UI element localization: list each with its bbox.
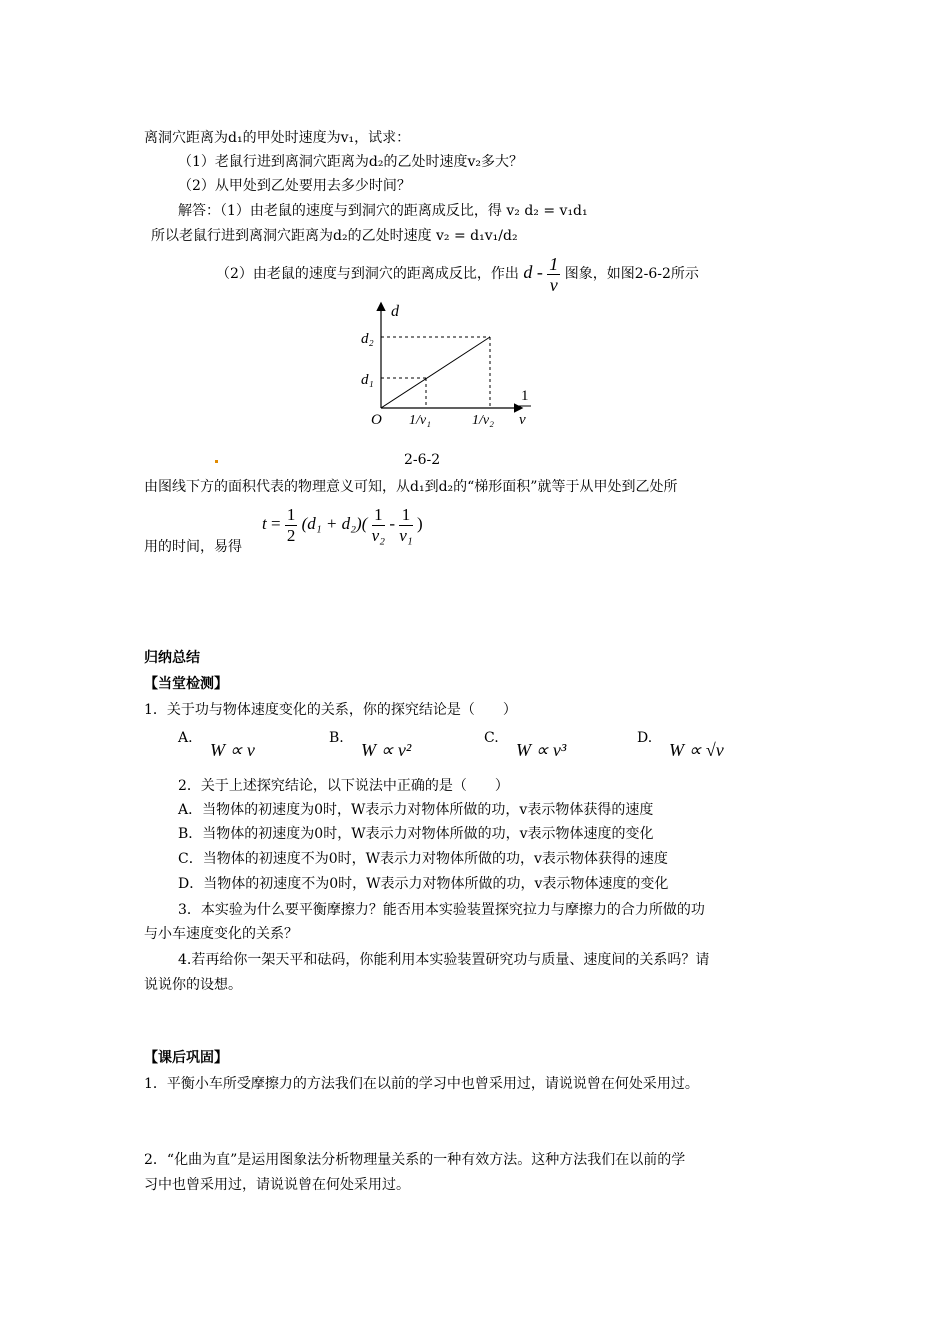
formula-frac-1-num: 1 bbox=[372, 505, 385, 526]
option-c-formula: W ∝ v³ bbox=[516, 740, 567, 760]
d-vs-inverse-v-graph bbox=[355, 296, 545, 436]
check-question-4: 4.若再给你一架天平和砝码，你能利用本实验装置研究功与质量、速度间的关系吗？请 bbox=[178, 952, 710, 968]
answer-2-fraction bbox=[547, 254, 560, 295]
homework-question-2: 2．“化曲为直”是运用图象法分析物理量关系的一种有效方法。这种方法我们在以前的学 bbox=[144, 1152, 686, 1168]
formula-close: ) bbox=[416, 514, 423, 533]
formula-half-num: 1 bbox=[286, 504, 296, 524]
formula-t: t bbox=[262, 514, 267, 533]
check-q2-option-a: A．当物体的初速度为0时，W表示力对物体所做的功，v表示物体获得的速度 bbox=[178, 802, 654, 818]
check-q2-option-d: D．当物体的初速度不为0时，W表示力对物体所做的功，v表示物体速度的变化 bbox=[178, 876, 669, 892]
option-a-formula: W ∝ v bbox=[210, 740, 255, 760]
homework-question-2-cont: 习中也曾采用过，请说说曾在何处采用过。 bbox=[144, 1177, 410, 1193]
d1-label: d₁ bbox=[361, 372, 374, 388]
formula-frac-1 bbox=[372, 505, 385, 546]
formula-frac-2-num: 1 bbox=[399, 505, 412, 526]
x1-label: 1/v₁ bbox=[409, 413, 431, 428]
summary-heading: 归纳总结 bbox=[144, 650, 200, 666]
answer-2-d: d bbox=[523, 262, 533, 282]
formula-half-den: 2 bbox=[286, 525, 296, 545]
area-explanation: 由图线下方的面积代表的物理意义可知，从d₁到d₂的“梯形面积”就等于从甲处到乙处所 bbox=[144, 479, 678, 495]
option-a-label: A. bbox=[178, 730, 193, 746]
homework-question-1: 1．平衡小车所受摩擦力的方法我们在以前的学习中也曾采用过，请说说曾在何处采用过。 bbox=[144, 1076, 699, 1092]
check-question-3: 3．本实验为什么要平衡摩擦力？能否用本实验装置探究拉力与摩擦力的合力所做的功 bbox=[178, 902, 705, 918]
problem-intro: 离洞穴距离为d₁的甲处时速度为v₁，试求： bbox=[144, 130, 411, 146]
option-d-label: D. bbox=[637, 730, 653, 746]
figure-caption: 2-6-2 bbox=[404, 452, 441, 468]
check-question-2: 2．关于上述探究结论，以下说法中正确的是（ ） bbox=[178, 778, 509, 794]
area-explanation-end: 用的时间，易得 bbox=[144, 539, 242, 555]
answer-2 bbox=[216, 252, 699, 295]
answer-1-result: 所以老鼠行进到离洞穴距离为d₂的乙处时速度 v₂ = d₁v₁/d₂ bbox=[151, 228, 518, 244]
d2-label: d₂ bbox=[361, 331, 374, 347]
time-formula bbox=[262, 504, 423, 546]
option-b-formula: W ∝ v² bbox=[361, 740, 412, 760]
x-axis-label-den: v bbox=[519, 412, 526, 428]
check-q2-option-b: B．当物体的初速度为0时，W表示力对物体所做的功，v表示物体速度的变化 bbox=[178, 826, 654, 842]
check-question-4-cont: 说说你的设想。 bbox=[144, 977, 242, 993]
answer-2-dash: - bbox=[536, 262, 543, 282]
x-axis-label-num: 1 bbox=[521, 388, 529, 404]
formula-sum: (d₁ + d₂)( bbox=[301, 514, 368, 533]
answer-2-frac-num: 1 bbox=[549, 253, 559, 274]
formula-minus: - bbox=[389, 514, 395, 533]
check-q2-option-c: C．当物体的初速度不为0时，W表示力对物体所做的功，v表示物体获得的速度 bbox=[178, 851, 668, 867]
question-1: （1）老鼠行进到离洞穴距离为d₂的乙处时速度v₂多大？ bbox=[178, 154, 524, 170]
answer-2-prefix: （2）由老鼠的速度与到洞穴的距离成反比，作出 bbox=[216, 266, 519, 282]
formula-frac-2-den: v₁ bbox=[399, 525, 413, 545]
origin-label: O bbox=[371, 412, 382, 428]
x2-label: 1/v₂ bbox=[472, 413, 494, 428]
formula-frac-1-den: v₂ bbox=[371, 525, 386, 545]
formula-eq: = bbox=[270, 514, 281, 533]
formula-half bbox=[285, 505, 298, 546]
check-question-1: 1．关于功与物体速度变化的关系，你的探究结论是（ ） bbox=[144, 702, 517, 718]
formula-frac-2 bbox=[399, 505, 412, 546]
answer-2-suffix: 图象，如图2-6-2所示 bbox=[564, 266, 699, 282]
check-heading: 【当堂检测】 bbox=[144, 676, 228, 692]
homework-heading: 【课后巩固】 bbox=[144, 1050, 228, 1066]
check-question-3-cont: 与小车速度变化的关系？ bbox=[144, 926, 298, 942]
y-axis-label: d bbox=[391, 303, 399, 320]
question-2: （2）从甲处到乙处要用去多少时间？ bbox=[178, 178, 411, 194]
graph-line bbox=[381, 337, 490, 408]
option-d-formula: W ∝ √v bbox=[669, 740, 724, 760]
option-b-label: B. bbox=[329, 730, 344, 746]
answer-1: 解答：（1）由老鼠的速度与到洞穴的距离成反比，得 v₂ d₂ = v₁d₁ bbox=[178, 203, 588, 219]
orange-mark bbox=[215, 460, 218, 463]
option-c-label: C. bbox=[484, 730, 499, 746]
answer-2-frac-den: v bbox=[549, 274, 558, 295]
